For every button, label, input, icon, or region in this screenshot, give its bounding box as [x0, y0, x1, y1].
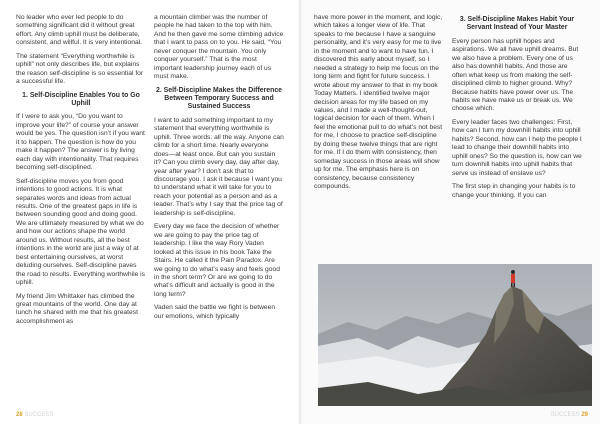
- folio-left: [16, 412, 53, 418]
- paragraph: have more power in the moment, and logic, which takes a longer view of life. That speaks to me because I have a sanguine personality, and it’s very easy for me to live in the moment and to want to have fun. I discovered this early about myself, so I needed a strategy to help me focus on the long term and fight for future success. I wrote about my answer to that in my book Today Matters. I identified twelve major decision areas for my life based on my values, and I made a well-thought-out, logical decision for each of them. When I feel the emotional pull to do what’s not best for me, I choose to practice self-discipline by doing these twelve things that are right for me. If I do them with consistency, then someday success in those areas will show up for me. The emphasis here is on consistency, because consistency compounds.: [314, 14, 443, 191]
- paragraph: No leader who ever led people to do something significant did it without great effort. Any climb uphill must be deliberate, consistent, and willful. It is very intentional.: [16, 14, 143, 47]
- paragraph: My friend Jim Whittaker has climbed the great mountains of the world. One day at lunch he shared with me that his greatest accomplishment as: [16, 292, 138, 325]
- paragraph: a mountain climber was the number of people he had taken to the top with him. And he then gave me some climbing advice that I want to pass on to you. He said, “You never conquer the mountain. You only conquer yourself.” That is the most important leadership journey each of us must make.: [154, 14, 284, 81]
- section-heading-3: 3. Self-Discipline Makes Habit Your Servant Instead of Your Master: [459, 16, 575, 32]
- page-number: 28: [16, 412, 23, 418]
- paragraph: Every day we face the decision of whether we are going to pay the price tag of leadership. I like the way Rory Vaden looked at this issue in his book Take the Stairs. He called it the Pain Paradox. Are we going to do what’s easy and feels good in the short term? Or are we going to do what’s difficult and actually is good in the long term?: [154, 223, 280, 298]
- column-4: [452, 14, 582, 205]
- paragraph: Self-discipline moves you from good intentions to good actions. It is what separates words and ideas from actual results. One of the greatest gaps in life is between sounding good and doing good. We are ultimately measured by what we do and how our actions shape the world around us. Without results, all the best intentions in the world are just a way of at best entertaining ourselves, at worst deluding ourselves. Self-discipline paves the road to results. Everything worthwhile is uphill.: [16, 177, 145, 287]
- column-1: [16, 14, 146, 331]
- publication-name: SUCCESS: [24, 412, 54, 418]
- column-2: [154, 14, 284, 326]
- publication-name: SUCCESS: [550, 412, 580, 418]
- paragraph: Every person has uphill hopes and aspirations. We all have uphill dreams. But we also have a problem. Every one of us also has downhill habits. And those are often what keep us from making the self-disciplined climb to higher ground. Why? Because habits have power over us. The habits we have make us or break us. We choose which.: [452, 37, 579, 113]
- section-heading-1: 1. Self-Discipline Enables You to Go Uphill: [22, 91, 140, 108]
- page-spine: [298, 0, 302, 424]
- paragraph: If I were to ask you, “Do you want to improve your life?” of course your answer would be yes. The question isn’t if you want it to happen. The question is how do you make it happen? The answer is by living each day with intentionality. That requires becoming self-disciplined.: [16, 113, 145, 172]
- folio-right: [551, 412, 588, 418]
- paragraph: The first step in changing your habits is to change your thinking. If you can: [452, 183, 576, 199]
- mountain-photo: [318, 264, 592, 406]
- page-number: 29: [581, 412, 588, 418]
- paragraph: I want to add something important to my statement that everything worthwhile is uphill. Three words: all the way. Anyone can climb for a short time. Nearly everyone does—at least once. But can you sustain it? Can you climb every day, day after day, year after year? I don’t ask that to discourage you. I ask it because I want you to understand what it will take for you to reach your potential as a person and as a leader. That’s why I say that the price tag of leadership is self-discipline.: [154, 116, 284, 217]
- paragraph: Vaden said the battle we fight is between our emotions, which typically: [154, 304, 276, 320]
- column-3: [314, 14, 444, 197]
- paragraph: Every leader faces two challenges: First, how can I turn my downhill habits into uphill habits? Second, how can I help the people I lead to change their downhill habits into uphill ones? So the question is, how can we turn downhill habits into uphill habits that serve us instead of enslave us?: [452, 118, 582, 177]
- section-heading-2: 2. Self-Discipline Makes the Difference Between Temporary Success and Sustained Success: [156, 86, 282, 111]
- mountain-climber-image: [318, 264, 592, 406]
- paragraph: The statement “Everything worthwhile is uphill” not only describes life, but explains the reason self-discipline is so essential for a successful life.: [16, 52, 144, 86]
